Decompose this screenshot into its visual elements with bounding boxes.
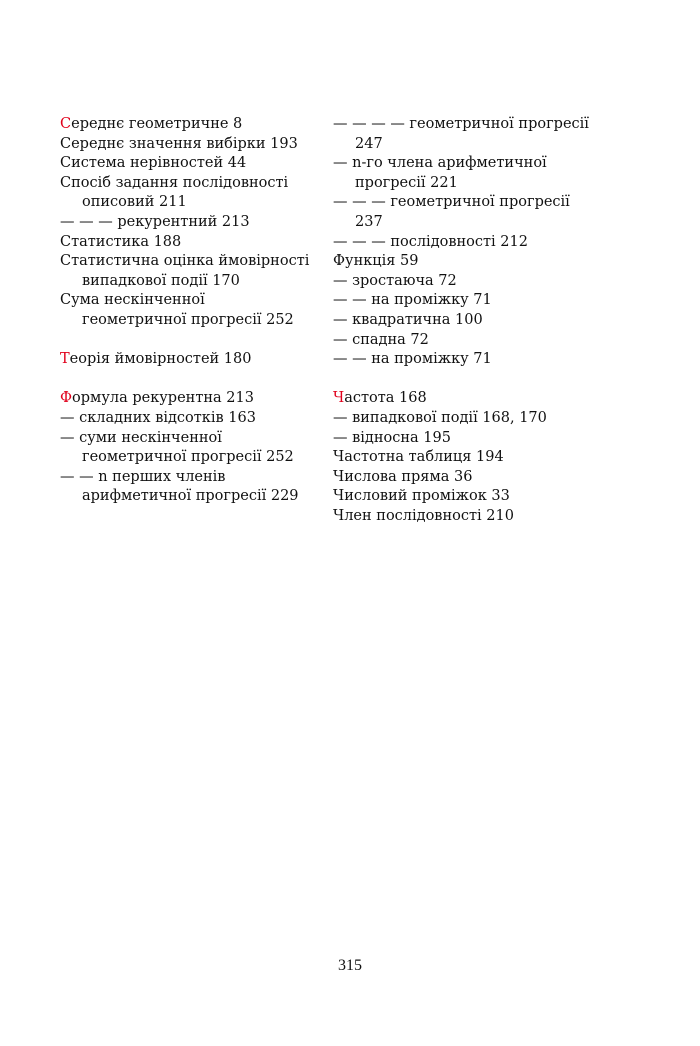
index-entry — [333, 115, 591, 154]
index-entry — [60, 468, 312, 507]
section-initial-letter: С — [60, 116, 72, 132]
index-entry-text: Частотна таблиця 194 — [333, 449, 504, 466]
index-entry-text: ереднє геометричне 8 — [71, 116, 243, 132]
index-entry — [333, 389, 591, 409]
index-entry-text: Числовий проміжок 33 — [333, 488, 510, 505]
index-entry-text: ормула рекурентна 213 — [72, 390, 254, 407]
index-entry — [60, 409, 312, 429]
index-entry — [60, 115, 312, 135]
index-entry — [60, 252, 312, 291]
index-entry — [333, 487, 591, 507]
index-entry — [60, 174, 312, 213]
index-entry-text: — — — рекурентний 213 — [60, 213, 250, 230]
page-number: 315 — [338, 957, 362, 974]
index-entry — [333, 429, 591, 449]
index-entry — [60, 135, 312, 155]
index-entry-text: астота 168 — [344, 390, 427, 407]
index-entry — [333, 350, 591, 370]
index-entry — [60, 233, 312, 253]
index-entry-text: Середнє значення вибірки 193 — [60, 135, 298, 152]
index-entry — [60, 389, 312, 409]
index-entry-text: Спосіб задання послідовності описовий 211 — [60, 174, 289, 211]
index-entry — [333, 154, 591, 193]
index-entry-text: — спадна 72 — [333, 331, 429, 348]
index-entry-text: — складних відсотків 163 — [60, 409, 256, 426]
index-entry — [333, 448, 591, 468]
index-entry-text: Функція 59 — [333, 253, 419, 270]
index-column-left — [60, 115, 312, 507]
index-entry-text: Числова пряма 36 — [333, 468, 473, 485]
index-entry-text: Статистика 188 — [60, 233, 182, 250]
index-entry-text: — — на проміжку 71 — [333, 292, 492, 309]
index-entry-text: — n-го члена арифметичної прогресії 221 — [333, 155, 547, 191]
index-entry — [60, 154, 312, 174]
section-initial-letter: Ф — [60, 390, 73, 407]
index-entry-text: — — на проміжку 71 — [333, 351, 492, 368]
index-entry — [60, 213, 312, 233]
index-entry — [333, 291, 591, 311]
index-entry — [333, 272, 591, 292]
index-entry — [333, 193, 591, 232]
index-entry-text: — відносна 195 — [333, 429, 451, 446]
index-entry-text: Сума нескінченної геометричної прогресії 252 — [60, 292, 294, 328]
index-entry — [333, 252, 591, 272]
index-entry — [333, 311, 591, 331]
index-entry — [333, 507, 591, 527]
index-entry-text: Член послідовності 210 — [333, 507, 514, 524]
index-entry — [333, 409, 591, 429]
index-entry-text: еорія ймовірностей 180 — [69, 351, 252, 368]
index-entry-text: — квадратична 100 — [333, 311, 483, 328]
index-entry — [60, 291, 312, 330]
index-column-right — [333, 115, 591, 526]
index-entry — [333, 331, 591, 351]
section-initial-letter: Ч — [333, 390, 345, 407]
index-entry-text: — випадкової події 168, 170 — [333, 409, 547, 426]
index-entry-text: — — n перших членів арифметичної прогресії 229 — [60, 468, 299, 505]
index-entry-text: — суми нескінченної геометричної прогресії 252 — [60, 429, 294, 466]
index-entry-text: — — — послідовності 212 — [333, 233, 528, 250]
section-initial-letter: Т — [60, 351, 70, 368]
index-entry-text: Система нерівностей 44 — [60, 155, 247, 172]
index-entry — [333, 468, 591, 488]
index-entry-text: — зростаюча 72 — [333, 272, 457, 289]
index-entry — [333, 233, 591, 253]
index-entry-text: Статистична оцінка ймовірності випадкової події 170 — [60, 253, 310, 289]
index-entry — [60, 429, 312, 468]
index-entry-text: — — — геометричної прогресії 237 — [333, 194, 570, 230]
index-entry — [60, 350, 312, 370]
index-entry-text: — — — — геометричної прогресії 247 — [333, 116, 589, 152]
